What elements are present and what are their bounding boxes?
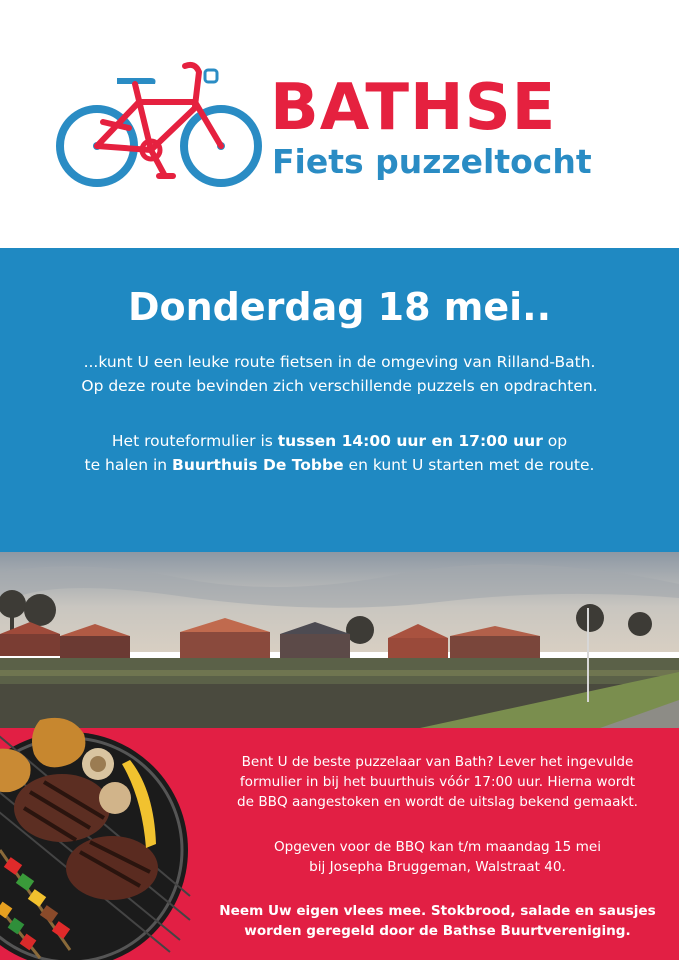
logo-title: BATHSE <box>270 71 557 145</box>
intro-paragraph <box>0 350 679 398</box>
intro-line-2: Op deze route bevinden zich verschillende puzzels en opdrachten. <box>81 377 598 395</box>
location-name: Buurthuis De Tobbe <box>172 456 344 474</box>
logo-subtitle: Fiets puzzeltocht <box>272 142 592 181</box>
contest-line-1: Bent U de beste puzzelaar van Bath? Lever het ingevulde <box>241 754 634 770</box>
event-date-heading: Donderdag 18 mei.. <box>127 285 552 329</box>
contest-line-2: formulier in bij het buurthuis vóór 17:00 uur. Hierna wordt <box>239 774 636 790</box>
bring-food-line-1: Neem Uw eigen vlees mee. Stokbrood, salade en sausjes <box>219 903 656 919</box>
pickup-line-1 <box>0 429 679 453</box>
contest-paragraph <box>196 752 679 812</box>
signup-line-1: Opgeven voor de BBQ kan t/m maandag 15 mei <box>273 839 602 855</box>
contest-line-3: de BBQ aangestoken en wordt de uitslag bekend gemaakt. <box>237 794 638 810</box>
bicycle-icon <box>55 58 265 190</box>
location-text: te halen in <box>84 456 173 474</box>
pickup-paragraph <box>0 429 679 477</box>
bring-food-line-2: worden geregeld door de Bathse Buurtvereniging. <box>244 923 631 939</box>
bbq-grill-image <box>0 700 200 960</box>
header <box>0 0 679 248</box>
bring-food-paragraph <box>196 901 679 941</box>
pickup-text-end: op <box>542 432 568 450</box>
pickup-text: Het routeformulier is <box>111 432 278 450</box>
signup-paragraph <box>196 837 679 877</box>
location-text-end: en kunt U starten met de route. <box>343 456 595 474</box>
signup-line-2: bij Josepha Bruggeman, Walstraat 40. <box>309 859 566 875</box>
intro-line-1: ...kunt U een leuke route fietsen in de omgeving van Rilland-Bath. <box>83 353 596 371</box>
intro-section <box>0 248 679 552</box>
pickup-time: tussen 14:00 uur en 17:00 uur <box>277 432 543 450</box>
pickup-line-2 <box>0 453 679 477</box>
